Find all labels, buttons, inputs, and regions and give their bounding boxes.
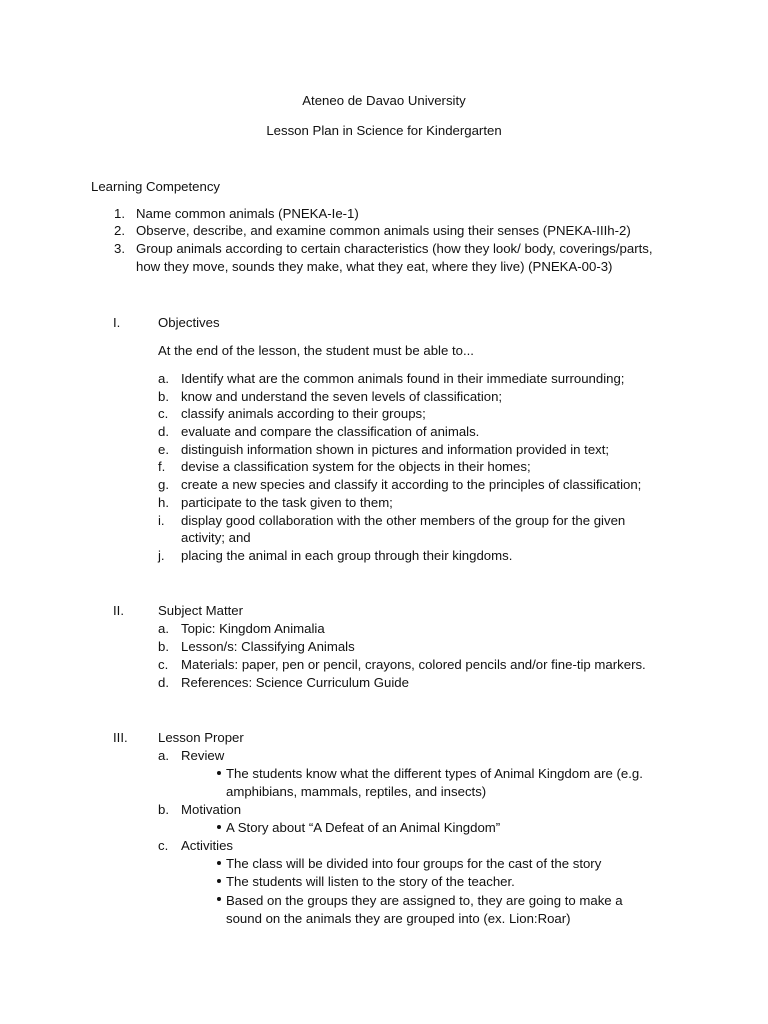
section-numeral: I. [113,315,121,330]
list-marker: 1. [114,206,125,221]
document-title: Lesson Plan in Science for Kindergarten [266,123,502,138]
bullet-icon [217,825,221,829]
list-marker: i. [158,513,165,528]
section-heading: Lesson Proper [158,730,244,745]
bullet-line: amphibians, mammals, reptiles, and insects) [226,784,487,799]
bullet-icon [217,897,221,901]
subsection-label: Review [181,748,225,763]
subsection-label: Motivation [181,802,242,817]
list-marker: b. [158,639,169,654]
list-item: Lesson/s: Classifying Animals [181,639,355,654]
bullet-line: sound on the animals they are grouped into (ex. Lion:Roar) [226,911,571,926]
list-item: References: Science Curriculum Guide [181,675,409,690]
list-marker: a. [158,621,169,636]
list-item: Identify what are the common animals found in their immediate surrounding; [181,371,625,386]
bullet-icon [217,771,221,775]
list-marker: c. [158,838,169,853]
section-heading: Subject Matter [158,603,244,618]
list-marker: a. [158,371,169,386]
list-marker: c. [158,657,169,672]
list-item: Name common animals (PNEKA-Ie-1) [136,206,359,221]
subsection-label: Activities [181,838,234,853]
objectives-intro: At the end of the lesson, the student must be able to... [158,343,474,358]
list-item: evaluate and compare the classification of animals. [181,424,480,439]
section-numeral: III. [113,730,128,745]
section-numeral: II. [113,603,124,618]
list-item-line: display good collaboration with the other members of the group for the given [181,513,626,528]
list-item: Topic: Kingdom Animalia [181,621,325,636]
list-item: know and understand the seven levels of classification; [181,389,503,404]
list-marker: g. [158,477,169,492]
list-marker: 2. [114,223,125,238]
list-item: Observe, describe, and examine common animals using their senses (PNEKA-IIIh-2) [136,223,631,238]
competency-heading: Learning Competency [91,179,221,194]
list-marker: 3. [114,241,125,256]
list-item-line: Group animals according to certain characteristics (how they look/ body, coverings/parts, [136,241,653,256]
bullet-line: The class will be divided into four groups for the cast of the story [226,856,602,871]
bullet-icon [217,879,221,883]
university-name: Ateneo de Davao University [302,93,466,108]
list-marker: d. [158,424,169,439]
list-marker: h. [158,495,169,510]
list-item: participate to the task given to them; [181,495,393,510]
bullet-line: Based on the groups they are assigned to, they are going to make a [226,893,623,908]
list-item: placing the animal in each group through their kingdoms. [181,548,513,563]
list-marker: f. [158,459,166,474]
list-marker: b. [158,802,169,817]
list-item: devise a classification system for the objects in their homes; [181,459,531,474]
list-item-line: activity; and [181,530,251,545]
bullet-line: The students will listen to the story of the teacher. [226,874,515,889]
list-marker: c. [158,406,169,421]
list-marker: e. [158,442,169,457]
bullet-icon [217,861,221,865]
section-heading: Objectives [158,315,220,330]
list-item: Materials: paper, pen or pencil, crayons, colored pencils and/or fine-tip markers. [181,657,646,672]
list-marker: b. [158,389,169,404]
list-item-line: how they move, sounds they make, what they eat, where they live) (PNEKA-00-3) [136,259,613,274]
list-marker: j. [158,548,165,563]
bullet-line: The students know what the different types of Animal Kingdom are (e.g. [226,766,643,781]
bullet-line: A Story about “A Defeat of an Animal Kingdom” [226,820,501,835]
list-marker: a. [158,748,169,763]
list-item: distinguish information shown in pictures and information provided in text; [181,442,610,457]
list-item: classify animals according to their groups; [181,406,426,421]
list-item: create a new species and classify it according to the principles of classification; [181,477,642,492]
list-marker: d. [158,675,169,690]
